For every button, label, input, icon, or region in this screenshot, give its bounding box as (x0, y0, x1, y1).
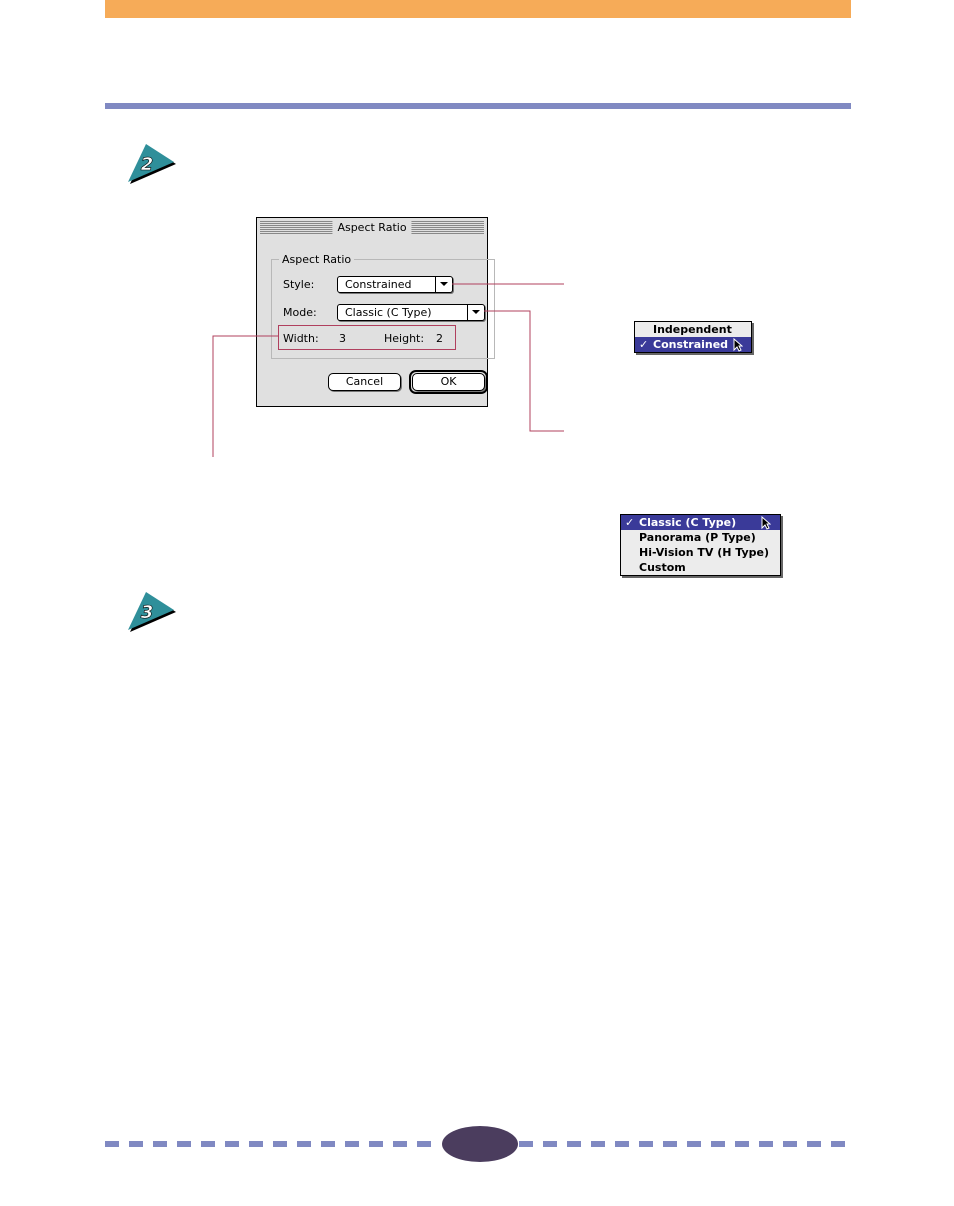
menu-item-label: Constrained (653, 338, 729, 351)
menu-item-label: Independent (653, 323, 732, 336)
footer-dashed-rule-left (105, 1141, 440, 1147)
mode-menu-item-panorama[interactable] (621, 530, 780, 545)
width-value: 3 (339, 332, 346, 345)
step-3-arrow-icon (124, 588, 176, 632)
dialog-title: Aspect Ratio (332, 221, 411, 235)
mode-label: Mode: (283, 306, 317, 319)
size-callout-line (213, 336, 278, 457)
footer-dashed-rule-right (519, 1141, 851, 1147)
menu-item-label: Classic (C Type) (639, 516, 737, 529)
step-3-number: 3 (140, 602, 154, 623)
page-number-oval (442, 1126, 518, 1162)
ok-button[interactable]: OK (412, 373, 485, 391)
style-value: Constrained (345, 278, 412, 291)
height-value: 2 (436, 332, 443, 345)
style-label: Style: (283, 278, 315, 291)
mode-value: Classic (C Type) (345, 306, 432, 319)
arrow-cursor-icon (761, 516, 771, 530)
style-menu (634, 321, 752, 353)
style-menu-item-independent[interactable] (635, 322, 751, 337)
mode-menu-item-classic[interactable] (621, 515, 780, 530)
step-2-number: 2 (140, 154, 154, 175)
menu-item-label: Panorama (P Type) (639, 531, 756, 544)
menu-item-label: Hi-Vision TV (H Type) (639, 546, 770, 559)
mode-menu (620, 514, 781, 576)
mode-callout-line (484, 311, 564, 431)
menu-item-label: Custom (639, 561, 686, 574)
check-icon: ✓ (625, 516, 635, 529)
arrow-cursor-icon (733, 338, 743, 352)
height-label: Height: (384, 332, 425, 345)
mode-menu-item-custom[interactable] (621, 560, 780, 575)
mode-menu-item-hivision[interactable] (621, 545, 780, 560)
cancel-button[interactable]: Cancel (328, 373, 401, 391)
width-label: Width: (283, 332, 319, 345)
check-icon: ✓ (639, 338, 649, 351)
group-label: Aspect Ratio (279, 253, 354, 266)
style-menu-item-constrained[interactable] (635, 337, 751, 352)
